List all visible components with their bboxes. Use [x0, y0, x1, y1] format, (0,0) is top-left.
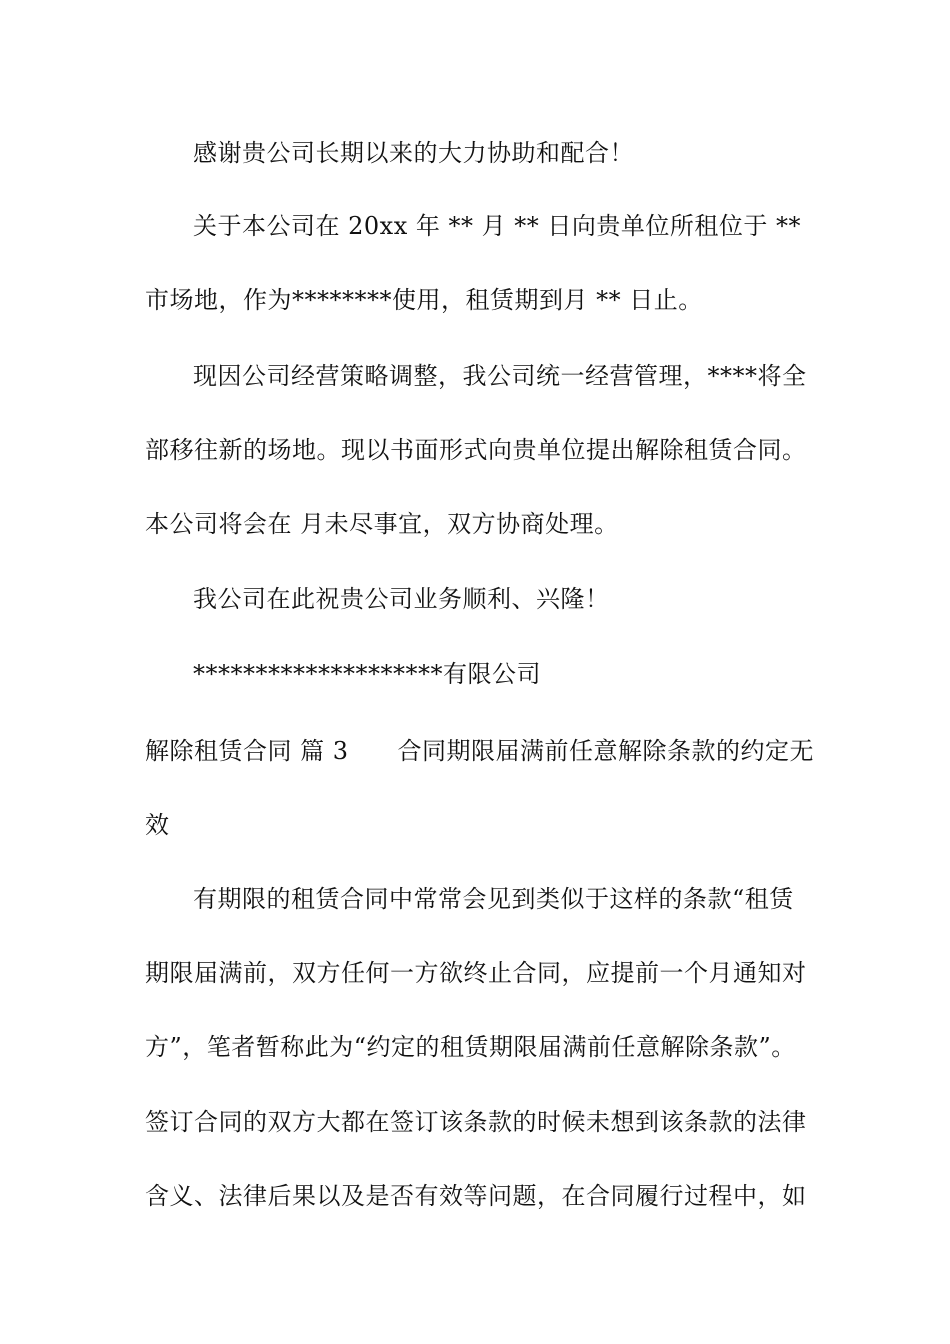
paragraph-line-clause-intro: 有期限的租赁合同中常常会见到类似于这样的条款“租赁: [193, 885, 794, 913]
paragraph-line-wishes: 我公司在此祝贵公司业务顺利、兴隆！: [193, 585, 610, 613]
paragraph-line-consequences: 含义、法律后果以及是否有效等问题，在合同履行过程中，如: [145, 1182, 807, 1210]
paragraph-line-lease-term: 市场地，作为********使用，租赁期到月 ** 日止。: [145, 286, 703, 314]
section-heading-continued: 效: [145, 811, 170, 839]
paragraph-line-lease-info: 关于本公司在 20xx 年 ** 月 ** 日向贵单位所租位于 **: [193, 212, 802, 240]
paragraph-line-negotiation: 本公司将会在 月未尽事宜，双方协商处理。: [145, 510, 619, 538]
paragraph-line-parties: 签订合同的双方大都在签订该条款的时候未想到该条款的法律: [145, 1108, 807, 1136]
company-signature: ********************有限公司: [193, 660, 541, 688]
paragraph-line-clause-name: 方”，笔者暂称此为“约定的租赁期限届满前任意解除条款”。: [145, 1033, 796, 1061]
paragraph-line-thanks: 感谢贵公司长期以来的大力协助和配合！: [193, 139, 634, 167]
paragraph-line-termination: 部移往新的场地。现以书面形式向贵单位提出解除租赁合同。: [145, 436, 807, 464]
paragraph-line-strategy: 现因公司经营策略调整，我公司统一经营管理，****将全: [193, 362, 807, 390]
paragraph-line-clause-body: 期限届满前，双方任何一方欲终止合同，应提前一个月通知对: [145, 959, 807, 987]
section-heading: 解除租赁合同 篇 3 合同期限届满前任意解除条款的约定无: [145, 737, 815, 765]
